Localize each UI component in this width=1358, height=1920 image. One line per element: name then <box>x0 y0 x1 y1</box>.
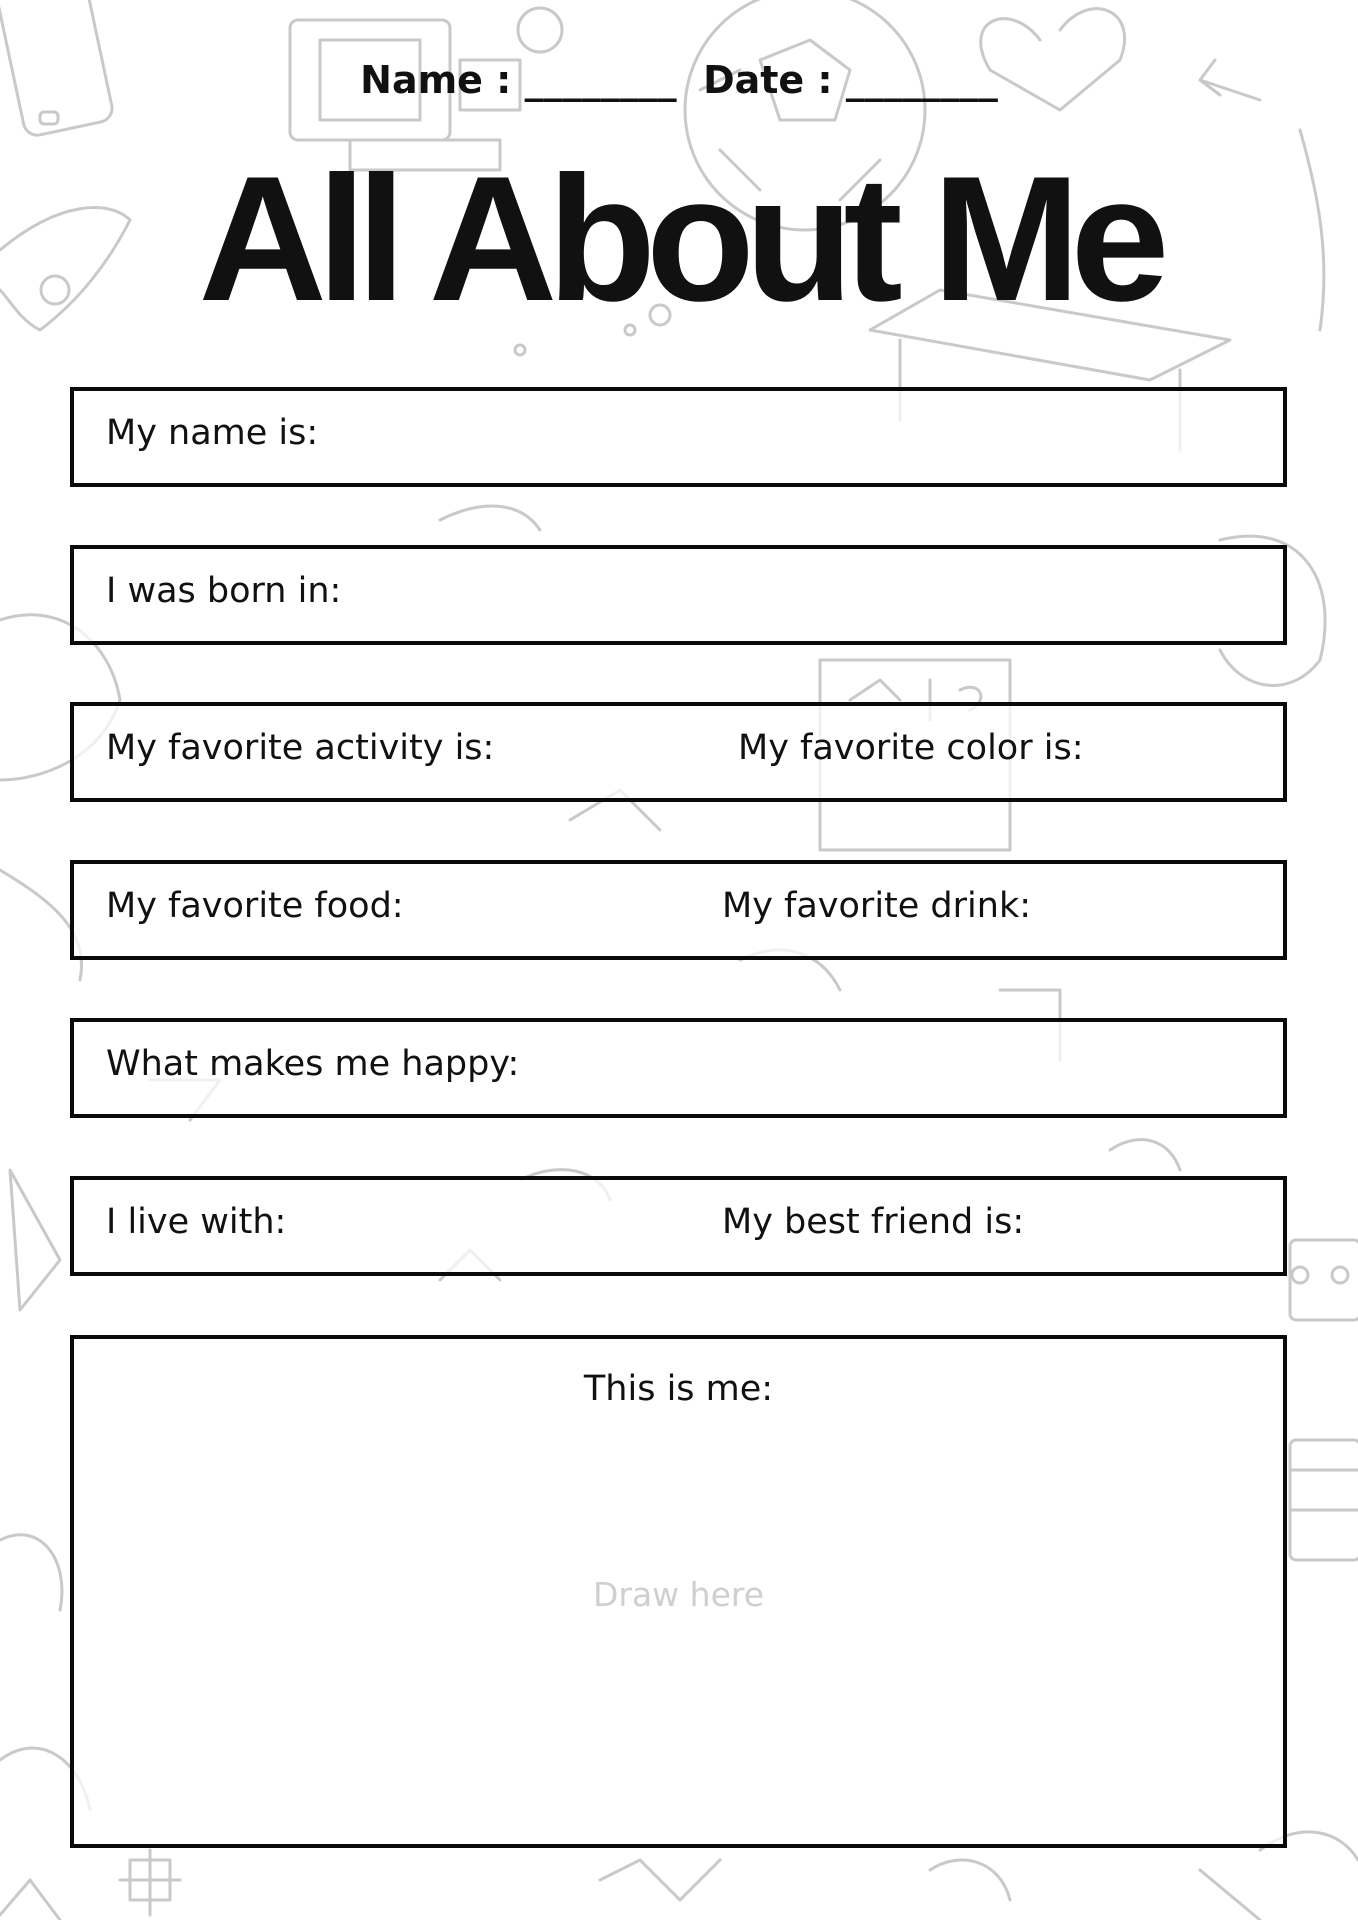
activity-color-box[interactable] <box>70 702 1287 802</box>
drink-field-label: My favorite drink: <box>722 886 1032 926</box>
name-field-label: My name is: <box>106 413 319 453</box>
food-drink-box[interactable] <box>70 860 1287 960</box>
drawing-title: This is me: <box>583 1369 774 1409</box>
born-field-label: I was born in: <box>106 571 342 611</box>
best-friend-field-label: My best friend is: <box>722 1202 1025 1242</box>
born-field-box[interactable] <box>70 545 1287 645</box>
drawing-box[interactable] <box>70 1335 1287 1848</box>
family-friend-box[interactable] <box>70 1176 1287 1276</box>
happy-field-label: What makes me happy: <box>106 1044 520 1084</box>
name-date-line: Name : ________ Date : ________ <box>360 58 998 102</box>
page-title: All About Me <box>198 139 1160 338</box>
live-with-field-label: I live with: <box>106 1202 287 1242</box>
activity-field-label: My favorite activity is: <box>106 728 495 768</box>
happy-field-box[interactable] <box>70 1018 1287 1118</box>
name-field-box[interactable] <box>70 387 1287 487</box>
color-field-label: My favorite color is: <box>738 728 1084 768</box>
drawing-hint: Draw here <box>592 1575 765 1614</box>
food-field-label: My favorite food: <box>106 886 404 926</box>
